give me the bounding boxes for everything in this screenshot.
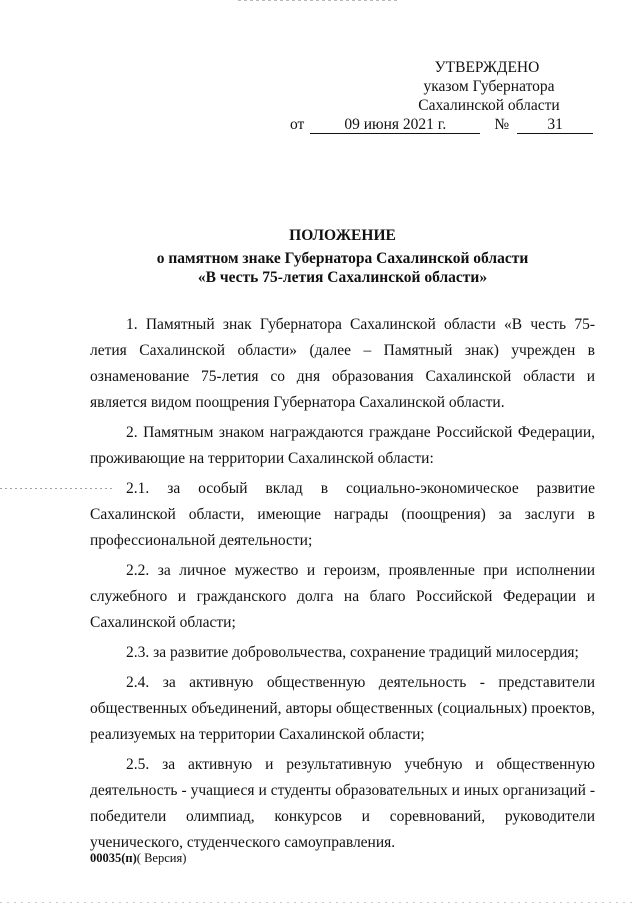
paragraph-1: 1. Памятный знак Губернатора Сахалинской области «В честь 75-летия Сахалинской области» (далее – Памятный знак) учрежден в ознаменование 75-летия со дня образования Сахалинской области и является видом поощрения Губернатора Сахалинской области. <box>90 316 595 411</box>
paragraph-2-2: 2.2. за личное мужество и героизм, проявленные при исполнении служебного и гражданского долга на благо Российской Федерации и Сахалинской области; <box>90 562 595 631</box>
scan-artifact-top <box>238 0 400 1</box>
paragraph-2-4: 2.4. за активную общественную деятельность - представители общественных объединений, авторы общественных (социальных) проектов, реализуемых на территории Сахалинской области; <box>90 674 595 743</box>
paragraph-2: 2. Памятным знаком награждаются граждане Российской Федерации, проживающие на территории Сахалинской области: <box>90 424 595 467</box>
title-heading: ПОЛОЖЕНИЕ <box>289 227 396 244</box>
paragraph-2-3: 2.3. за развитие добровольчества, сохранение традиций милосердия; <box>126 644 579 661</box>
footer-code: 00035(п) <box>90 851 137 865</box>
paragraph-2-1: 2.1. за особый вклад в социально-экономическое развитие Сахалинской области, имеющие награды (поощрения) за заслуги в профессиональной деятельности; <box>90 480 595 549</box>
footer-version: ( Версия) <box>136 851 187 865</box>
paragraph-2-5: 2.5. за активную и результативную учебную и общественную деятельность - учащиеся и студенты образовательных и иных организаций - победители олимпиад, конкурсов и соревнований, руководители ученического, студенческого самоуправления. <box>90 756 595 851</box>
number-value: 31 <box>517 116 593 134</box>
date-value: 09 июня 2021 г. <box>310 116 480 134</box>
approval-decree-line: указом Губернатора <box>423 78 555 95</box>
document-title <box>90 226 595 287</box>
scan-artifact-bottom <box>0 902 635 903</box>
date-label: от <box>290 116 305 133</box>
title-subtitle-2: «В честь 75-летия Сахалинской области» <box>197 269 488 286</box>
document-body <box>90 312 595 860</box>
approval-date-row <box>290 115 600 134</box>
number-label: № <box>494 116 510 133</box>
approval-heading: УТВЕРЖДЕНО <box>434 59 540 76</box>
footer-doc-code <box>90 851 186 866</box>
approval-stamp <box>290 58 600 134</box>
title-subtitle-1: о памятном знаке Губернатора Сахалинской области <box>156 250 529 267</box>
approval-region-line: Сахалинской области <box>418 97 560 114</box>
